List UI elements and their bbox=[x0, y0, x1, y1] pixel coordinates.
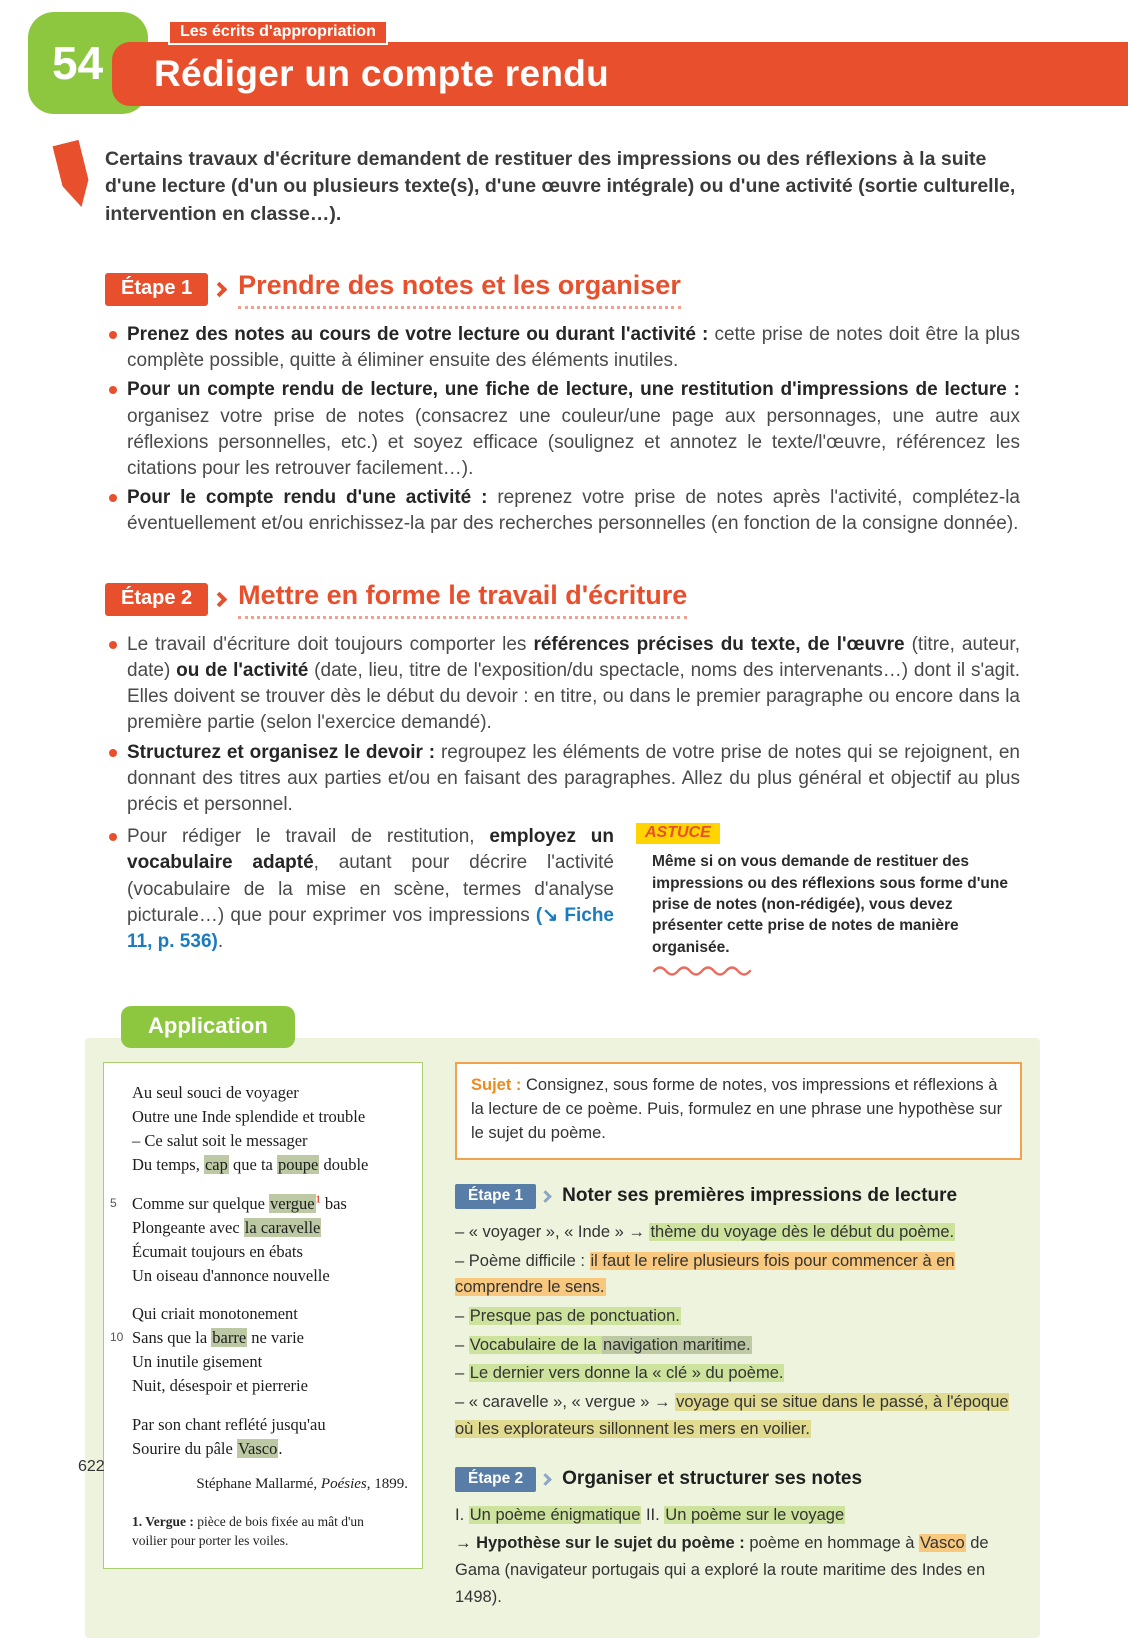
bold-text: employez un vocabulaire adapté bbox=[127, 826, 614, 874]
bullet-dot bbox=[109, 331, 117, 339]
text-segment: ne varie bbox=[247, 1328, 304, 1348]
poem-line bbox=[132, 1264, 410, 1288]
poem-line bbox=[132, 1105, 410, 1129]
bullet-dot bbox=[109, 641, 117, 649]
text-segment: Par son chant reflété jusqu'au bbox=[132, 1415, 326, 1435]
app-etape2-heading bbox=[455, 1467, 1022, 1492]
text-segment: Sourire du pâle bbox=[132, 1439, 237, 1459]
text-segment: (titre, auteur, date) bbox=[127, 633, 1020, 681]
category-label: Les écrits d'appropriation bbox=[168, 20, 388, 45]
note-line bbox=[455, 1332, 1022, 1359]
app-etape1-heading bbox=[455, 1184, 1022, 1209]
bullet-item bbox=[105, 632, 1020, 737]
poem-stanza bbox=[132, 1081, 410, 1177]
intro-paragraph: Certains travaux d'écriture demandent de restituer des impressions ou des réflexions à la suite d'une lecture (d'un ou plusieurs texte(s), d'une œuvre intégrale) ou d'une activité (sortie culturelle, intervention en classe…). bbox=[105, 148, 1016, 225]
text-segment: – « voyager », « Inde » → bbox=[455, 1222, 650, 1241]
etape2-heading bbox=[105, 580, 1020, 619]
highlight-orange: Vasco bbox=[920, 1534, 965, 1553]
title-banner bbox=[112, 42, 1128, 106]
bullet-dot bbox=[109, 494, 117, 502]
highlight-sage: la caravelle bbox=[244, 1217, 321, 1237]
text-segment: I. bbox=[455, 1505, 469, 1524]
text-segment: – Poème difficile : bbox=[455, 1251, 590, 1270]
text-segment: Nuit, désespoir et pierrerie bbox=[132, 1376, 308, 1396]
text-segment: double bbox=[319, 1154, 369, 1174]
etape1-bullet-list bbox=[105, 322, 1020, 538]
highlight-sage: Vasco bbox=[237, 1439, 278, 1459]
highlight-sage: barre bbox=[212, 1328, 247, 1348]
poem-line bbox=[132, 1153, 410, 1177]
text-segment: . bbox=[278, 1439, 283, 1459]
text-segment: – bbox=[455, 1364, 469, 1383]
text-segment: Comme sur quelque bbox=[132, 1193, 270, 1213]
etape1-heading bbox=[105, 270, 1020, 309]
text-segment: – Ce salut soit le messager bbox=[132, 1130, 308, 1150]
highlight-sage: navigation maritime. bbox=[602, 1335, 751, 1354]
note-line bbox=[455, 1502, 1022, 1529]
bullet-dot bbox=[109, 386, 117, 394]
bullet-item bbox=[105, 740, 1020, 819]
etape1-title: Prendre des notes et les organiser bbox=[238, 270, 681, 309]
poem-line bbox=[132, 1437, 410, 1461]
text-segment: Du temps, bbox=[132, 1154, 204, 1174]
highlight-khaki: voyage qui se situe dans le passé, à l'époque où les explorateurs sillonnent les mers en voilier. bbox=[455, 1393, 1009, 1438]
poem-stanza bbox=[110, 1302, 410, 1398]
bullet-item bbox=[105, 485, 1020, 537]
poem-line bbox=[110, 1192, 410, 1216]
text-segment: – « caravelle », « vergue » → bbox=[455, 1393, 676, 1412]
text-segment: poème en hommage à bbox=[749, 1534, 920, 1553]
text-segment: Le travail d'écriture doit toujours comporter les bbox=[127, 633, 534, 655]
poem-line bbox=[132, 1240, 410, 1264]
text-segment: – bbox=[455, 1335, 469, 1354]
text-segment: . bbox=[217, 931, 224, 953]
poem-line bbox=[132, 1302, 410, 1326]
text-segment: Au seul souci de voyager bbox=[132, 1083, 299, 1103]
etape1-badge: Étape 1 bbox=[105, 273, 208, 306]
app-etape1-title: Noter ses premières impressions de lecture bbox=[562, 1185, 958, 1207]
text-segment: Plongeante avec bbox=[132, 1217, 244, 1237]
bullet-text bbox=[127, 826, 614, 952]
application-badge: Application bbox=[121, 1006, 295, 1048]
poem-line bbox=[132, 1350, 410, 1374]
chevron-right-icon bbox=[539, 1190, 552, 1203]
text-segment: cette prise de notes doit être la plus complète possible, quitte à éliminer ensuite des éléments inutiles. bbox=[127, 323, 1020, 372]
sujet-text: Consignez, sous forme de notes, vos impressions et réflexions à la lecture de ce poème. Puis, formulez en une phrase une hypothèse sur le sujet du poème. bbox=[471, 1076, 1003, 1142]
text-segment: – bbox=[455, 1306, 469, 1325]
etape2-title: Mettre en forme le travail d'écriture bbox=[238, 580, 687, 619]
bullet-item bbox=[105, 377, 1020, 482]
note-line bbox=[455, 1389, 1022, 1442]
highlight-sage: poupe bbox=[277, 1154, 319, 1174]
highlight-sage: cap bbox=[204, 1154, 228, 1174]
highlight-green: thème du voyage dès le début du poème. bbox=[650, 1222, 955, 1241]
chevron-right-icon bbox=[539, 1473, 552, 1486]
bullet-item bbox=[105, 322, 1020, 374]
app-etape1-badge: Étape 1 bbox=[455, 1184, 536, 1209]
page-number: 622 bbox=[78, 1458, 105, 1475]
italic-text: Poésies bbox=[320, 1475, 367, 1492]
fiche-number: 54 bbox=[52, 37, 104, 89]
poem-line bbox=[110, 1326, 410, 1350]
text-segment: II. bbox=[641, 1505, 665, 1524]
application-box bbox=[85, 1038, 1040, 1638]
bullet-dot bbox=[109, 833, 117, 841]
text-segment: Écumait toujours en ébats bbox=[132, 1241, 303, 1261]
bold-text: ou de l'activité bbox=[176, 659, 309, 681]
highlight-sage: vergue bbox=[270, 1193, 315, 1213]
poem-line bbox=[132, 1216, 410, 1240]
poem-footnote bbox=[132, 1513, 410, 1550]
poem-attribution bbox=[132, 1476, 408, 1493]
chevron-right-icon bbox=[212, 282, 228, 298]
bold-text: → bbox=[455, 1534, 477, 1553]
note-line bbox=[455, 1303, 1022, 1330]
line-number: 5 bbox=[110, 1195, 117, 1210]
fiche-reference-link[interactable]: (↘ Fiche 11, p. 536) bbox=[127, 904, 614, 953]
bold-text: Prenez des notes au cours de votre lecture ou durant l'activité : bbox=[127, 323, 715, 345]
poem-line bbox=[132, 1413, 410, 1437]
bold-text: 1. Vergue : bbox=[132, 1513, 194, 1529]
poem-line bbox=[132, 1129, 410, 1153]
bold-text: Structurez et organisez le devoir : bbox=[127, 741, 441, 763]
bold-text: Hypothèse sur le sujet du poème : bbox=[476, 1534, 750, 1553]
note-line bbox=[455, 1360, 1022, 1387]
text-segment: , 1899. bbox=[366, 1475, 408, 1492]
highlight-green: Vocabulaire de la bbox=[469, 1335, 601, 1354]
note-line bbox=[455, 1248, 1022, 1301]
astuce-box bbox=[636, 821, 1020, 976]
note-line bbox=[455, 1219, 1022, 1246]
bullet-dot bbox=[109, 749, 117, 757]
astuce-label: ASTUCE bbox=[636, 823, 720, 844]
note-line bbox=[455, 1530, 1022, 1610]
astuce-text: Même si on vous demande de restituer des impressions ou des réflexions sous forme d'une prise de notes (non-rédigée), vous devez présenter cette prise de notes de manière organisée. bbox=[652, 853, 1008, 956]
poem-box bbox=[103, 1062, 423, 1569]
bullet-item bbox=[105, 824, 614, 976]
text-segment: organisez votre prise de notes (consacrez une couleur/une page aux personnages, une autre aux réflexions personnelles, etc.) et soyez efficace (soulignez et annotez le texte/l'œuvre, référencez les citations pour les retrouver facilement…). bbox=[127, 405, 1020, 479]
poem-stanza bbox=[110, 1192, 410, 1288]
app-etape2-notes bbox=[455, 1502, 1022, 1611]
poem-line bbox=[132, 1081, 410, 1105]
text-segment: , autant pour décrire l'activité (vocabulaire de la mise en scène, termes d'analyse picturale…) que pour exprimer vos impressions bbox=[127, 852, 614, 926]
text-segment: que ta bbox=[228, 1154, 277, 1174]
text-segment: de Gama (navigateur portugais qui a exploré la route maritime des Indes en 1498). bbox=[455, 1534, 989, 1606]
text-segment: pièce de bois fixée au mât d'un voilier pour porter les voiles. bbox=[132, 1513, 364, 1548]
text-segment: Un oiseau d'annonce nouvelle bbox=[132, 1265, 330, 1285]
sujet-box bbox=[455, 1062, 1022, 1160]
text-segment: Pour rédiger le travail de restitution, bbox=[127, 826, 490, 848]
application-right-column bbox=[455, 1062, 1022, 1610]
text-segment: regroupez les éléments de votre prise de notes qui se rejoignent, en donnant des titres aux parties et/ou en faisant des paragraphes. Allez du plus général et objectif au plus précis et personnel. bbox=[127, 741, 1020, 815]
highlight-green: Un poème sur le voyage bbox=[665, 1505, 845, 1524]
app-etape2-badge: Étape 2 bbox=[455, 1467, 536, 1492]
etape2-bullet3-row bbox=[105, 821, 1020, 976]
highlight-orange: il faut le relire plusieurs fois pour commencer à en comprendre le sens. bbox=[455, 1251, 955, 1297]
text-segment: Qui criait monotonement bbox=[132, 1304, 298, 1324]
text-segment: (date, lieu, titre de l'exposition/du spectacle, noms des intervenants…) dont il s'agit. Elles doivent se trouver dès le début du devoir : en titre, ou dans le premier paragraphe ou encore dans la première partie (selon l'exercice demandé). bbox=[127, 659, 1020, 734]
etape2-bullet-list bbox=[105, 632, 1020, 819]
highlight-green: Presque pas de ponctuation. bbox=[469, 1306, 680, 1325]
bold-text: références précises du texte, de l'œuvre bbox=[533, 633, 905, 655]
text-segment: bas bbox=[320, 1193, 347, 1213]
text-segment: Stéphane Mallarmé, bbox=[196, 1475, 321, 1492]
bold-text: Pour un compte rendu de lecture, une fiche de lecture, une restitution d'impressions de lecture : bbox=[127, 379, 1020, 401]
highlight-green: Un poème énigmatique bbox=[469, 1505, 641, 1524]
text-segment: reprenez votre prise de notes après l'activité, complétez-la éventuellement et/ou enrichissez-la par des recherches personnelles (en fonction de la consigne donnée). bbox=[127, 487, 1020, 535]
text-segment: Sans que la bbox=[132, 1328, 212, 1348]
etape2-badge: Étape 2 bbox=[105, 583, 208, 616]
line-number: 10 bbox=[110, 1330, 124, 1345]
poem-body bbox=[110, 1081, 410, 1461]
sujet-label: Sujet : bbox=[471, 1076, 522, 1095]
poem-stanza bbox=[132, 1413, 410, 1461]
highlight-green: Le dernier vers donne la « clé » du poème. bbox=[469, 1364, 784, 1383]
app-etape2-title: Organiser et structurer ses notes bbox=[562, 1468, 863, 1490]
squiggle-underline-icon bbox=[652, 964, 756, 976]
app-etape1-notes bbox=[455, 1219, 1022, 1443]
bold-text: Pour le compte rendu d'une activité : bbox=[127, 487, 498, 509]
poem-line bbox=[132, 1374, 410, 1398]
chevron-right-icon bbox=[212, 591, 228, 607]
page-title: Rédiger un compte rendu bbox=[154, 53, 610, 94]
text-segment: Outre une Inde splendide et trouble bbox=[132, 1106, 366, 1126]
footnote-marker: 1 bbox=[315, 1194, 321, 1206]
text-segment: Un inutile gisement bbox=[132, 1352, 263, 1372]
